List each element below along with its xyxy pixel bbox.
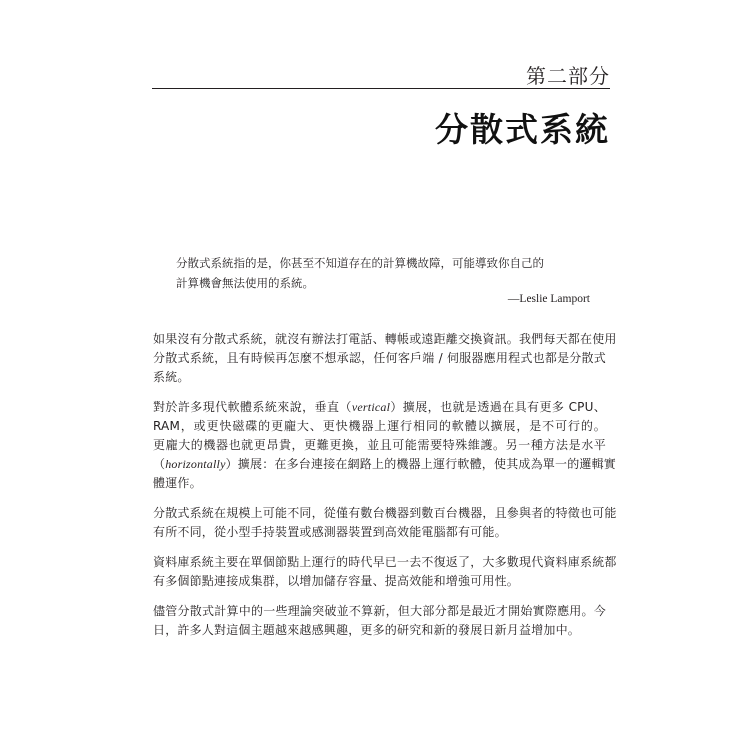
epigraph-line: 分散式系統指的是，你甚至不知道存在的計算機故障，可能導致你自己的 (176, 256, 544, 270)
text-line: 資料庫系統主要在單個節點上運行的時代早已一去不復返了，大多數現代資料庫系統都 (153, 555, 617, 569)
body-text (153, 330, 617, 651)
paragraph (153, 602, 606, 640)
text-line: 對於許多現代軟體系統來說，垂直（vertical）擴展，也就是透過在具有更多 CPU、 (153, 400, 607, 414)
part-title: 分散式系統 (435, 110, 610, 149)
text-line: 如果沒有分散式系統，就沒有辦法打電話、轉帳或遠距離交換資訊。我們每天都在使用 (153, 332, 617, 346)
text-line: 儘管分散式計算中的一些理論突破並不算新，但大部分都是最近才開始實際應用。今 (153, 604, 606, 618)
epigraph-attribution: —Leslie Lamport (507, 293, 590, 305)
epigraph-line: 計算機會無法使用的系統。 (176, 276, 314, 290)
text-line: RAM，或更快磁碟的更龐大、更快機器上運行相同的軟體以擴展，是不可行的。 (153, 419, 606, 433)
paragraph (153, 330, 617, 387)
paragraph (153, 553, 617, 591)
text-line: 有所不同，從小型手持裝置或感測器裝置到高效能電腦都有可能。 (153, 525, 507, 539)
text-line: 日，許多人對這個主題越來越感興趣，更多的研究和新的發展日新月益增加中。 (153, 623, 581, 637)
text-line: 系統。 (153, 370, 190, 384)
text-line: 分散式系統，且有時候再怎麼不想承認，任何客戶端 / 伺服器應用程式也都是分散式 (153, 351, 606, 365)
paragraph (153, 504, 617, 542)
part-label: 第二部分 (526, 64, 610, 88)
text-line: 體運作。 (153, 476, 202, 490)
text-line: 分散式系統在規模上可能不同，從僅有數台機器到數百台機器，且參與者的特徵也可能 (153, 506, 617, 520)
header-rule (152, 88, 610, 89)
paragraph (153, 398, 617, 493)
epigraph-quote (176, 253, 591, 293)
text-line: （horizontally）擴展：在多台連接在網路上的機器上運行軟體，使其成為單一的邏輯實 (153, 457, 617, 471)
text-line: 有多個節點連接成集群，以增加儲存容量、提高效能和增強可用性。 (153, 574, 520, 588)
text-line: 更龐大的機器也就更昂貴，更難更換，並且可能需要特殊維護。另一種方法是水平 (153, 438, 606, 452)
